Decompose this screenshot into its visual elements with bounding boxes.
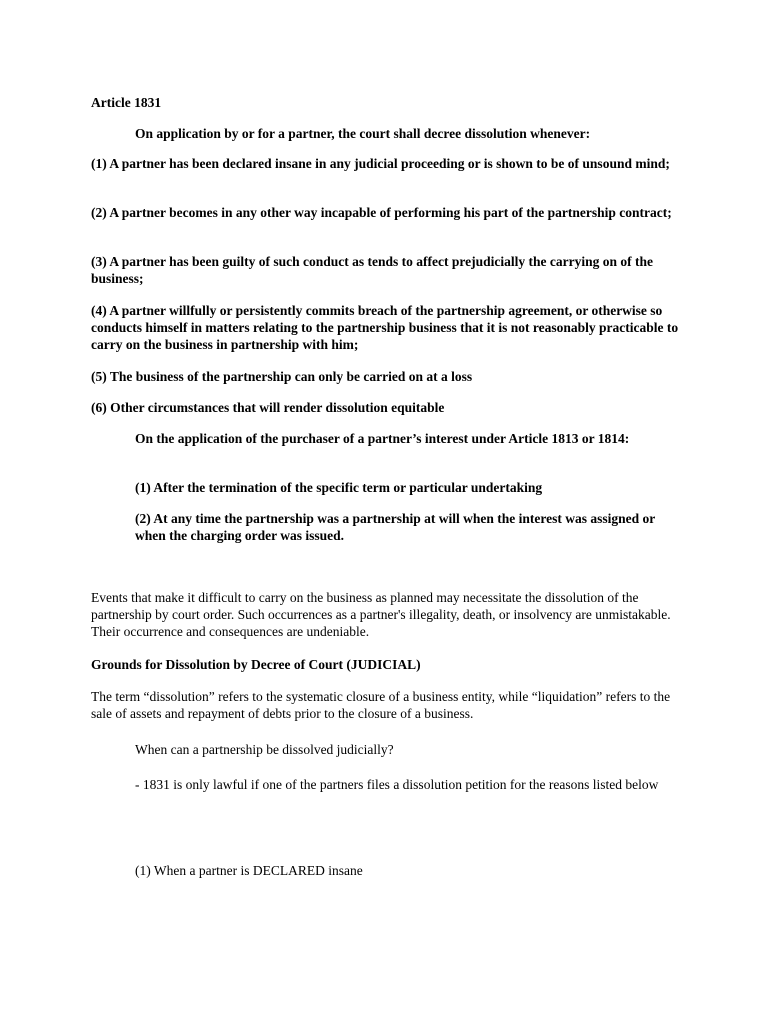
purchaser-item: (2) At any time the partnership was a partnership at will when the interest was assigned or when the charging order was issued. bbox=[135, 511, 656, 543]
question-text: When can a partnership be dissolved judicially? bbox=[135, 742, 394, 757]
grounds-heading: Grounds for Dissolution by Decree of Court (JUDICIAL) bbox=[91, 657, 421, 672]
list-item: (2) A partner becomes in any other way incapable of performing his part of the partnership contract; bbox=[91, 205, 672, 220]
list-item: (5) The business of the partnership can only be carried on at a loss bbox=[91, 369, 473, 384]
list-item: (6) Other circumstances that will render dissolution equitable bbox=[91, 400, 445, 415]
intro-paragraph: On application by or for a partner, the court shall decree dissolution whenever: bbox=[135, 126, 591, 141]
answer-text: - 1831 is only lawful if one of the partners files a dissolution petition for the reasons listed below bbox=[135, 777, 659, 792]
purchaser-item: (1) After the termination of the specific term or particular undertaking bbox=[135, 480, 543, 495]
definition-paragraph: The term “dissolution” refers to the systematic closure of a business entity, while “liquidation” refers to the sale of assets and repayment of debts prior to the closure of a business. bbox=[91, 689, 671, 721]
article-heading: Article 1831 bbox=[91, 95, 162, 110]
list-item: (4) A partner willfully or persistently commits breach of the partnership agreement, or otherwise so conducts himself in matters relating to the partnership business that it is not reasonably practicable to carry on the business in partnership with him; bbox=[91, 303, 679, 352]
events-paragraph: Events that make it difficult to carry on the business as planned may necessitate the dissolution of the partnership by court order. Such occurrences as a partner's illegality, death, or insolvency are unmistakable. Their occurrence and consequences are undeniable. bbox=[91, 590, 671, 639]
purchaser-intro: On the application of the purchaser of a partner’s interest under Article 1813 or 1814: bbox=[135, 431, 630, 446]
list-item: (3) A partner has been guilty of such conduct as tends to affect prejudicially the carrying on of the business; bbox=[91, 254, 653, 286]
list-item: (1) A partner has been declared insane in any judicial proceeding or is shown to be of unsound mind; bbox=[91, 156, 670, 171]
list-item: (1) When a partner is DECLARED insane bbox=[135, 863, 363, 878]
